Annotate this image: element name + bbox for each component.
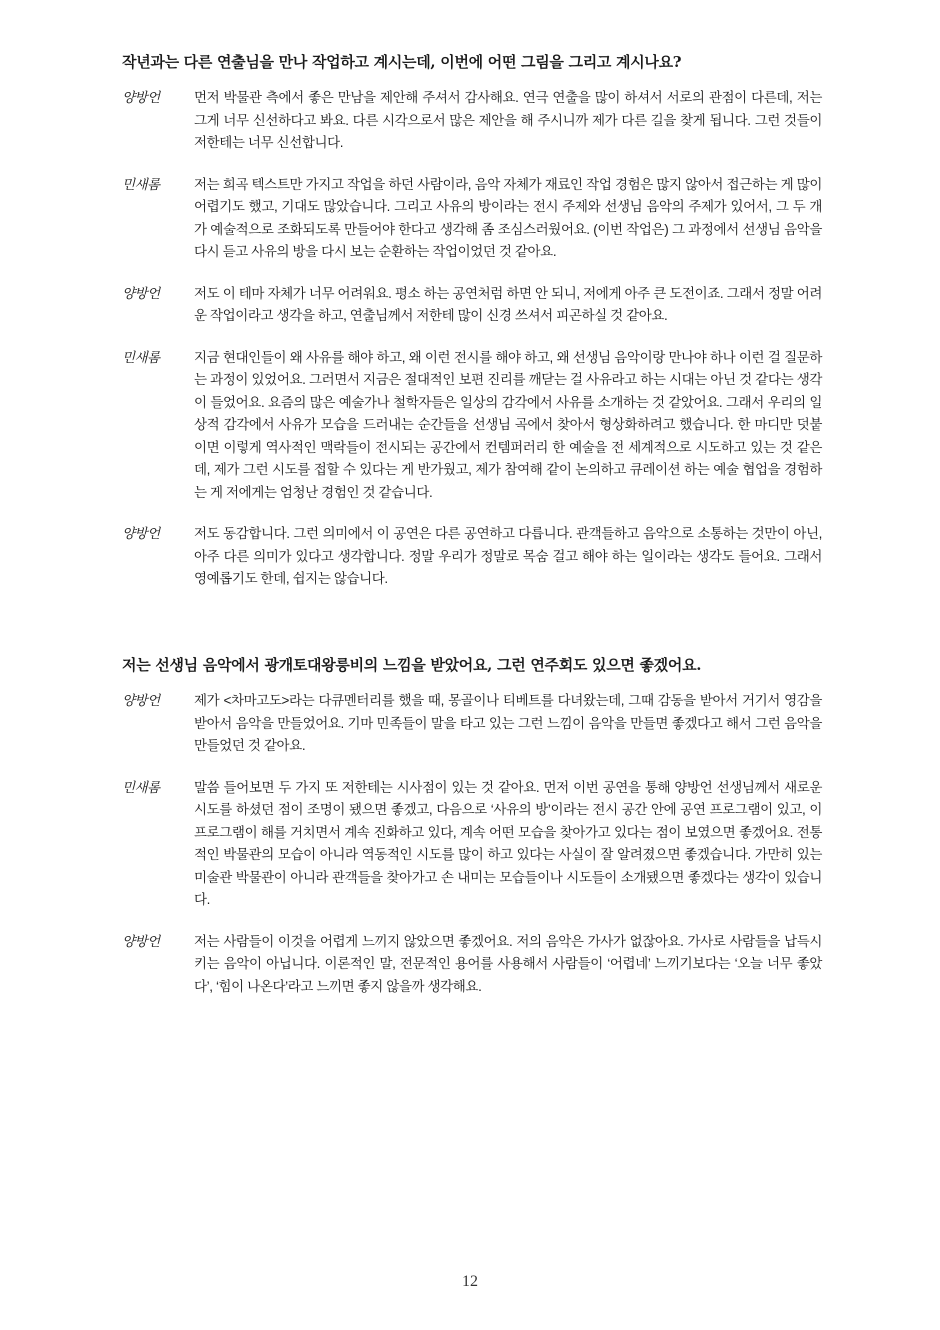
answer-text: 저는 희곡 텍스트만 가지고 작업을 하던 사람이라, 음악 자체가 재료인 작업 경험은 많지 않아서 접근하는 게 많이 어렵기도 했고, 기대도 많았습니다. 그리고 사유의 방이라는 전시 주제와 선생님 음악의 주제가 있어서, 그 두 개가 예술적으로 조화되도록 만들어야 한다고 생각해 좀 조심스러웠어요. (이번 작업은) 그 과정에서 선생님 음악을 다시 듣고 사유의 방을 다시 보는 순환하는 작업이었던 것 같아요. — [194, 176, 822, 259]
dialogue-entry — [122, 174, 822, 264]
speaker-name: 양방언 — [122, 526, 160, 541]
dialogue-entry — [122, 931, 822, 999]
speaker-name: 민새롬 — [122, 176, 160, 192]
interview-section-2 — [122, 654, 822, 1017]
interview-section-1 — [122, 51, 822, 610]
speaker-name: 민새롬 — [122, 349, 160, 365]
dialogue-entry — [122, 87, 822, 155]
answer-text: 말씀 들어보면 두 가지 또 저한테는 시사점이 있는 것 같아요. 먼저 이번 공연을 통해 양방언 선생님께서 새로운 시도를 하셨던 점이 조명이 됐으면 좋겠고, 다음으로 ‘사유의 방’이라는 전시 공간 안에 공연 프로그램이 있고, 이 프로그램이 해를 거치면서 계속 진화하고 있다, 계속 어떤 모습을 찾아가고 있다는 점이 보였으면 좋겠어요. 전통적인 박물관의 모습이 아니라 역동적인 시도를 많이 하고 있다는 사실이 잘 알려졌으면 좋겠습니다. 가만히 있는 미술관 박물관이 아니라 관객들을 찾아가고 손 내미는 모습들이나 시도들이 소개됐으면 좋겠다는 생각이 있습니다. — [194, 779, 822, 907]
question-heading: 작년과는 다른 연출님을 만나 작업하고 계시는데, 이번에 어떤 그림을 그리고 계시나요? — [122, 53, 682, 71]
answer-text: 저도 이 테마 자체가 너무 어려워요. 평소 하는 공연처럼 하면 안 되니, 저에게 아주 큰 도전이죠. 그래서 정말 어려운 작업이라고 생각을 하고, 연출님께서 저한테 많이 신경 쓰셔서 피곤하실 것 같아요. — [194, 285, 822, 323]
answer-text: 저는 사람들이 이것을 어렵게 느끼지 않았으면 좋겠어요. 저의 음악은 가사가 없잖아요. 가사로 사람들을 납득시키는 음악이 아닙니다. 이론적인 말, 전문적인 용어를 사용해서 사람들이 ‘어렵네’ 느끼기보다는 ‘오늘 너무 좋았다’, ‘힘이 나온다’라고 느끼면 좋지 않을까 생각해요. — [194, 933, 822, 994]
dialogue-entry — [122, 523, 822, 591]
speaker-name: 양방언 — [122, 90, 160, 105]
dialogue-entry — [122, 347, 822, 505]
speaker-name: 양방언 — [122, 693, 160, 708]
page-number: 12 — [462, 1273, 478, 1290]
answer-text: 저도 동감합니다. 그런 의미에서 이 공연은 다른 공연하고 다릅니다. 관객들하고 음악으로 소통하는 것만이 아닌, 아주 다른 의미가 있다고 생각합니다. 정말 우리가 정말로 목숨 걸고 해야 하는 일이라는 생각도 들어요. 그래서 영예롭기도 한데, 쉽지는 않습니다. — [194, 526, 822, 586]
speaker-name: 양방언 — [122, 933, 160, 949]
dialogue-entry — [122, 690, 822, 758]
speaker-name: 민새롬 — [122, 779, 160, 795]
dialogue-entry — [122, 777, 822, 912]
speaker-name: 양방언 — [122, 285, 160, 301]
dialogue-entry — [122, 283, 822, 328]
answer-text: 먼저 박물관 측에서 좋은 만남을 제안해 주셔서 감사해요. 연극 연출을 많이 하셔서 서로의 관점이 다른데, 저는 그게 너무 신선하다고 봐요. 다른 시각으로서 많은 제안을 해 주시니까 제가 다른 길을 찾게 됩니다. 그런 것들이 저한테는 너무 신선합니다. — [194, 90, 822, 150]
answer-text: 지금 현대인들이 왜 사유를 해야 하고, 왜 이런 전시를 해야 하고, 왜 선생님 음악이랑 만나야 하나 이런 걸 질문하는 과정이 있었어요. 그러면서 지금은 절대적인 보편 진리를 깨닫는 걸 사유라고 하는 시대는 아닌 것 같다는 생각이 들었어요. 요즘의 많은 예술가나 철학자들은 일상의 감각에서 사유를 소개하는 것 같았어요. 그래서 우리의 일상적 감각에서 사유가 모습을 드러내는 순간들을 선생님 곡에서 찾아서 형상화하려고 했습니다. 한 마디만 덧붙이면 이렇게 역사적인 맥락들이 전시되는 공간에서 컨템퍼러리 한 예술을 전 세계적으로 시도하고 있는 것 같은데, 제가 그런 시도를 접할 수 있다는 게 반가웠고, 제가 참여해 같이 논의하고 큐레이션 하는 예술 협업을 경험하는 게 저에게는 엄청난 경험인 것 같습니다. — [194, 349, 822, 500]
question-heading: 저는 선생님 음악에서 광개토대왕릉비의 느낌을 받았어요, 그런 연주회도 있으면 좋겠어요. — [122, 656, 702, 674]
answer-text: 제가 <차마고도>라는 다큐멘터리를 했을 때, 몽골이나 티베트를 다녀왔는데, 그때 감동을 받아서 거기서 영감을 받아서 음악을 만들었어요. 기마 민족들이 말을 타고 있는 그런 느낌이 음악을 만들면 좋겠다고 해서 그런 음악을 만들었던 것 같아요. — [194, 693, 822, 753]
